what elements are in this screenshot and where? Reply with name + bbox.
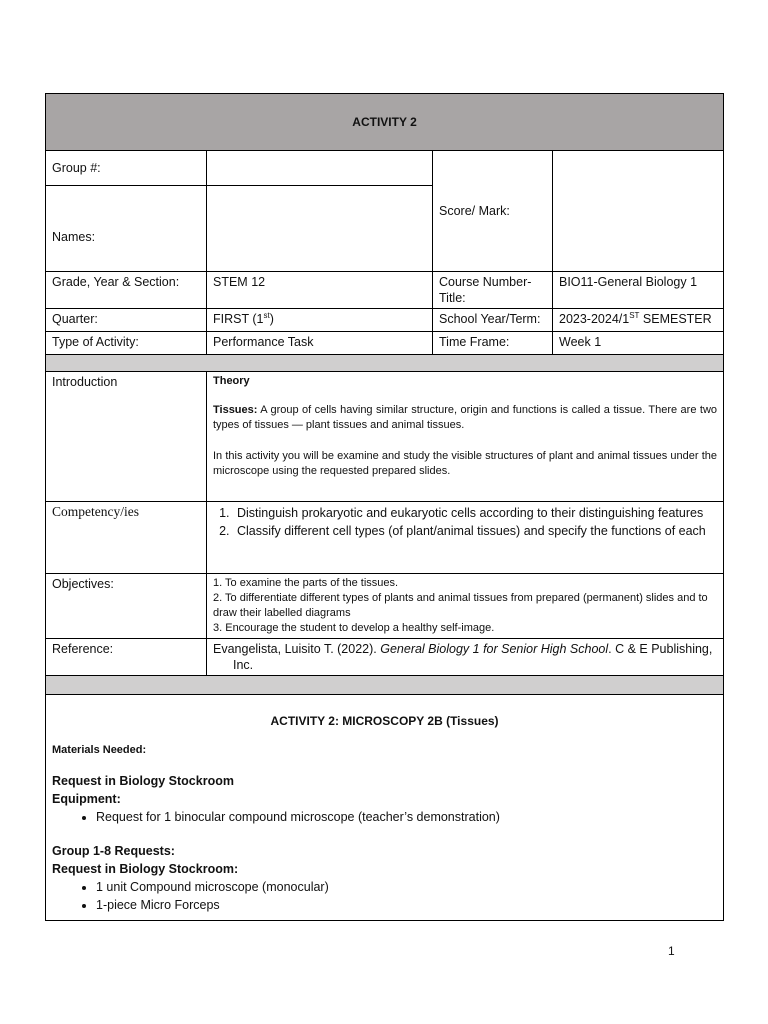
type-value: Performance Task [207,332,433,355]
group-requests-heading: Group 1-8 Requests: [52,844,175,858]
competency-content [207,502,724,574]
quarter-label: Quarter: [46,309,207,332]
quarter-text: FIRST (1 [213,312,264,326]
activity-section [46,695,724,921]
schoolyear-value [553,309,724,332]
competency-item: 1. Distinguish prokaryotic and eukaryotic cells according to their distinguishing features [233,504,717,522]
group-item: • 1 unit Compound microscope (monocular) [96,878,717,896]
schoolyear-label: School Year/Term: [433,309,553,332]
group-stockroom-heading: Request in Biology Stockroom: [52,862,239,876]
objective-item: 1. To examine the parts of the tissues. [213,577,399,589]
activity-form [45,93,723,921]
tissues-term: Tissues: [213,404,258,416]
intro-content [207,372,724,502]
group-label: Group #: [46,151,207,186]
group-item: • 1-piece Micro Forceps [96,896,717,914]
reference-label: Reference: [46,639,207,676]
group-items-list [52,878,717,914]
competency-item: 2. Classify different cell types (of plant/animal tissues) and specify the functions of each [233,522,717,540]
objectives-label: Objectives: [46,574,207,639]
course-value: BIO11-General Biology 1 [553,272,724,309]
quarter-value [207,309,433,332]
theory-title: Theory [213,375,250,387]
time-value: Week 1 [553,332,724,355]
type-label: Type of Activity: [46,332,207,355]
time-label: Time Frame: [433,332,553,355]
section-divider [46,676,724,695]
objective-item: 2. To differentiate different types of plants and animal tissues from prepared (permanent) slides and to draw their labelled diagrams [213,592,708,619]
quarter-close: ) [269,312,274,326]
schoolyear-sup: ST [629,310,640,320]
equipment-item: • Request for 1 binocular compound microscope (teacher’s demonstration) [96,808,717,826]
score-field[interactable] [553,151,724,272]
grade-value: STEM 12 [207,272,433,309]
reference-content [207,639,724,676]
intro-label: Introduction [46,372,207,502]
activity-paragraph: In this activity you will be examine and study the visible structures of plant and animal tissues under the microscope using the requested prepared slides. [213,450,718,477]
objective-item: 3. Encourage the student to develop a healthy self-image. [213,622,495,634]
names-label: Names: [46,186,207,272]
reference-book-title: General Biology 1 for Senior High School [380,642,609,656]
equipment-heading: Equipment: [52,792,121,806]
objectives-content [207,574,724,639]
tissues-text: A group of cells having similar structure, origin and functions is called a tissue. There are two types of tissues — plant tissues and animal tissues. [213,404,718,431]
equipment-list [52,808,717,826]
competency-list [213,504,717,540]
activity-table [45,93,724,921]
score-label: Score/ Mark: [433,151,553,272]
quarter-sup: st [263,310,270,320]
schoolyear-text: 2023-2024/1 [559,312,630,326]
reference-publisher: . C & E Publishing, Inc. [233,642,713,672]
stockroom-heading: Request in Biology Stockroom [52,774,234,788]
materials-label: Materials Needed: [52,744,147,756]
activity-header: ACTIVITY 2 [46,94,724,151]
section-divider [46,355,724,372]
tissues-paragraph [213,403,717,433]
reference-author: Evangelista, Luisito T. (2022). [213,642,381,656]
names-field[interactable] [207,186,433,272]
group-field[interactable] [207,151,433,186]
page-number: 1 [668,944,675,958]
course-label: Course Number-Title: [433,272,553,309]
activity-title: ACTIVITY 2: MICROSCOPY 2B (Tissues) [270,714,499,728]
competency-label: Competency/ies [46,502,207,574]
grade-label: Grade, Year & Section: [46,272,207,309]
schoolyear-tail: SEMESTER [639,312,712,326]
